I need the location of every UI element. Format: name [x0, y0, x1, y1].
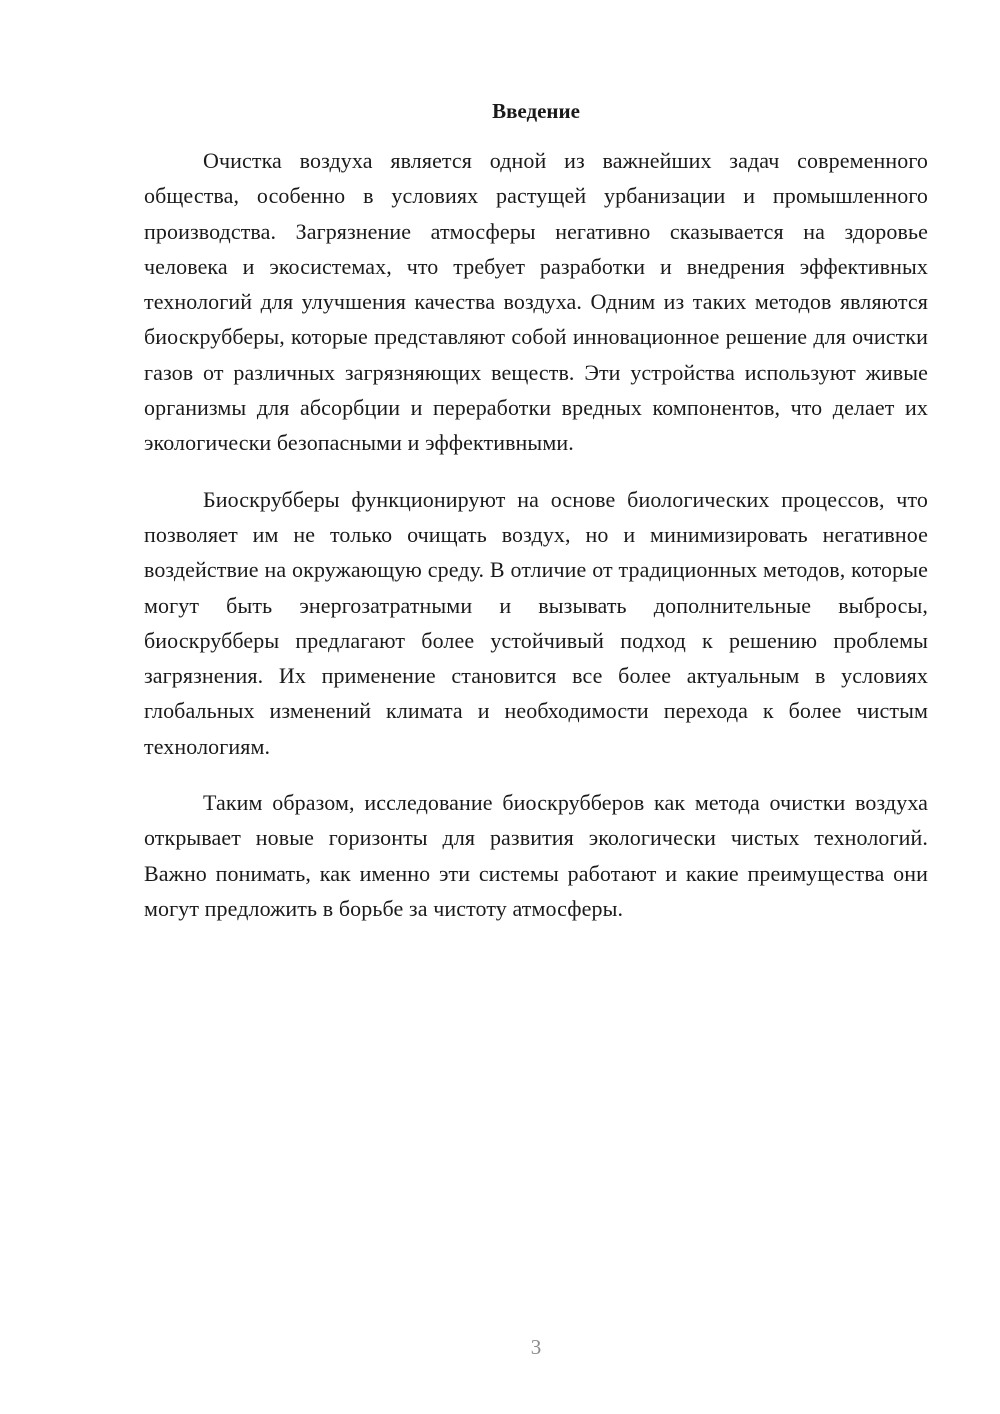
page-number: 3 [530, 1335, 542, 1359]
paragraph-2: Биоскрубберы функционируют на основе биологических процессов, что позволяет им не только очищать воздух, но и минимизировать негативное воздействие на окружающую среду. В отличие от традиционных методов, которые могут быть энергозатратными и вызывать дополнительные выбросы, биоскрубберы предлагают более устойчивый подход к решению проблемы загрязнения. Их применение становится все более актуальным в условиях глобальных изменений климата и необходимости перехода к более чистым технологиям. [144, 486, 928, 759]
section-heading: Введение [492, 99, 580, 123]
body-text [144, 143, 928, 926]
paragraph-3: Таким образом, исследование биоскрубберов как метода очистки воздуха открывает новые горизонты для развития экологически чистых технологий. Важно понимать, как именно эти системы работают и какие преимущества они могут предложить в борьбе за чистоту атмосферы. [144, 790, 928, 921]
paragraph-1: Очистка воздуха является одной из важнейших задач современного общества, особенно в условиях растущей урбанизации и промышленного производства. Загрязнение атмосферы негативно сказывается на здоровье человека и экосистемах, что требует разработки и внедрения эффективных технологий для улучшения качества воздуха. Одним из таких методов являются биоскрубберы, которые представляют собой инновационное решение для очистки газов от различных загрязняющих веществ. Эти устройства используют живые организмы для абсорбции и переработки вредных компонентов, что делает их экологически безопасными и эффективными. [144, 148, 928, 456]
